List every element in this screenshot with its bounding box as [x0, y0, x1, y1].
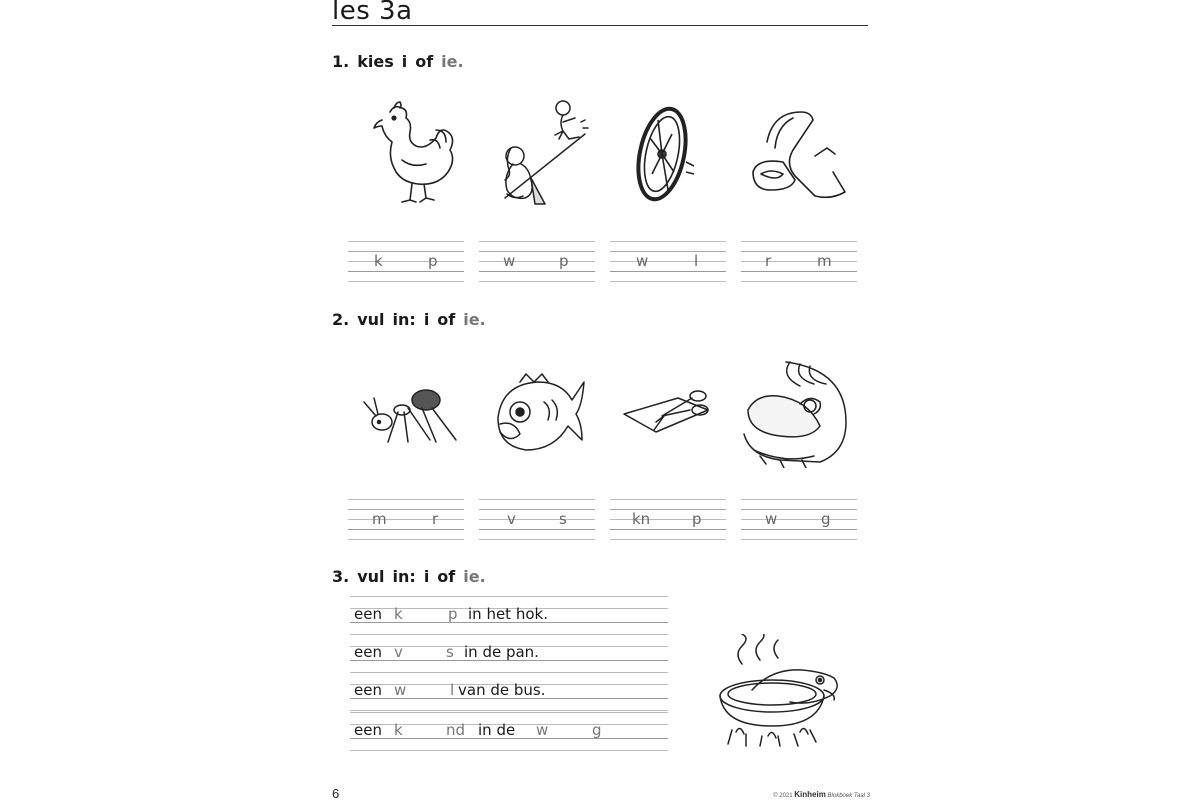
option-i: i — [401, 52, 408, 71]
sentence-line-4[interactable] — [350, 712, 668, 752]
letter-after-blank: l — [694, 252, 699, 270]
letter-after-blank: g — [821, 510, 831, 528]
wheel-image — [628, 102, 698, 208]
letter-before-blank: v — [507, 510, 516, 528]
letter-after-blank: p — [448, 605, 458, 623]
letter-after-blank: m — [817, 252, 832, 270]
letter-after-blank: p — [428, 252, 438, 270]
letter-before-blank: w — [503, 252, 516, 270]
instruction-word: kies — [357, 52, 394, 71]
title-divider — [332, 25, 868, 26]
sentence-rest: in het hok. — [468, 605, 548, 623]
chicken-image — [360, 100, 460, 208]
letter-after-blank: p — [692, 510, 702, 528]
letter-after-blank: nd — [446, 721, 466, 739]
writing-lines-6[interactable] — [479, 499, 595, 541]
instruction-word: vul — [357, 567, 385, 586]
writing-lines-2[interactable] — [479, 241, 595, 283]
exercise-number: 3. — [332, 567, 350, 586]
letter-before-blank: w — [394, 681, 407, 699]
option-ie: ie. — [441, 52, 464, 71]
letter-after-blank: p — [559, 252, 569, 270]
instruction-word: in: — [392, 310, 416, 329]
sentence-word: een — [354, 721, 382, 739]
cradle-image — [740, 360, 854, 468]
writing-lines-3[interactable] — [610, 241, 726, 283]
letter-after-blank: r — [432, 510, 439, 528]
sentence-rest: in de pan. — [464, 643, 539, 661]
copyright-year: © 2021 — [773, 793, 793, 799]
option-of: of — [415, 52, 434, 71]
book-title: Blokboek Taal 3 — [827, 793, 870, 799]
letter-before-blank: kn — [632, 510, 651, 528]
ant-image — [352, 378, 462, 448]
letter-before-blank: w — [765, 510, 778, 528]
exercise-3-heading — [332, 567, 494, 586]
exercise-2-heading — [332, 310, 494, 329]
letter-before-blank: r — [765, 252, 772, 270]
writing-lines-7[interactable] — [610, 499, 726, 541]
sentence-word: een — [354, 643, 382, 661]
seesaw-image — [485, 98, 595, 210]
letter-before-blank: k — [394, 605, 403, 623]
writing-lines-8[interactable] — [741, 499, 857, 541]
letter-before-blank: w — [536, 721, 549, 739]
sentence-word: een — [354, 681, 382, 699]
exercise-number: 2. — [332, 310, 350, 329]
sentence-word: een — [354, 605, 382, 623]
writing-lines-1[interactable] — [348, 241, 464, 283]
sentence-rest: van de bus. — [458, 681, 546, 699]
option-of: of — [437, 310, 456, 329]
letter-before-blank: k — [394, 721, 403, 739]
fish-in-pan-image — [712, 634, 848, 748]
page-number: 6 — [332, 786, 340, 801]
scissors-image — [620, 386, 716, 442]
letter-after-blank: l — [450, 681, 455, 699]
copyright-footer — [773, 790, 870, 799]
option-ie: ie. — [463, 310, 486, 329]
option-i: i — [423, 567, 430, 586]
letter-before-blank: v — [394, 643, 403, 661]
letter-after-blank: s — [559, 510, 567, 528]
sentence-rest: in de — [478, 721, 516, 739]
sentence-line-1[interactable] — [350, 596, 668, 636]
writing-lines-5[interactable] — [348, 499, 464, 541]
strap-image — [745, 108, 855, 200]
writing-lines-4[interactable] — [741, 241, 857, 283]
letter-before-blank: m — [372, 510, 387, 528]
exercise-1-heading — [332, 52, 472, 71]
publisher-brand: Kinheim — [794, 790, 826, 799]
sentence-line-3[interactable] — [350, 672, 668, 712]
instruction-word: vul — [357, 310, 385, 329]
instruction-word: in: — [392, 567, 416, 586]
option-i: i — [423, 310, 430, 329]
page-title: les 3a — [332, 0, 413, 26]
sentence-line-2[interactable] — [350, 634, 668, 674]
letter-before-blank: k — [374, 252, 383, 270]
letter-after-blank: g — [592, 721, 602, 739]
option-ie: ie. — [463, 567, 486, 586]
letter-before-blank: w — [636, 252, 649, 270]
option-of: of — [437, 567, 456, 586]
letter-after-blank: s — [446, 643, 454, 661]
exercise-number: 1. — [332, 52, 350, 71]
fish-image — [490, 372, 586, 460]
